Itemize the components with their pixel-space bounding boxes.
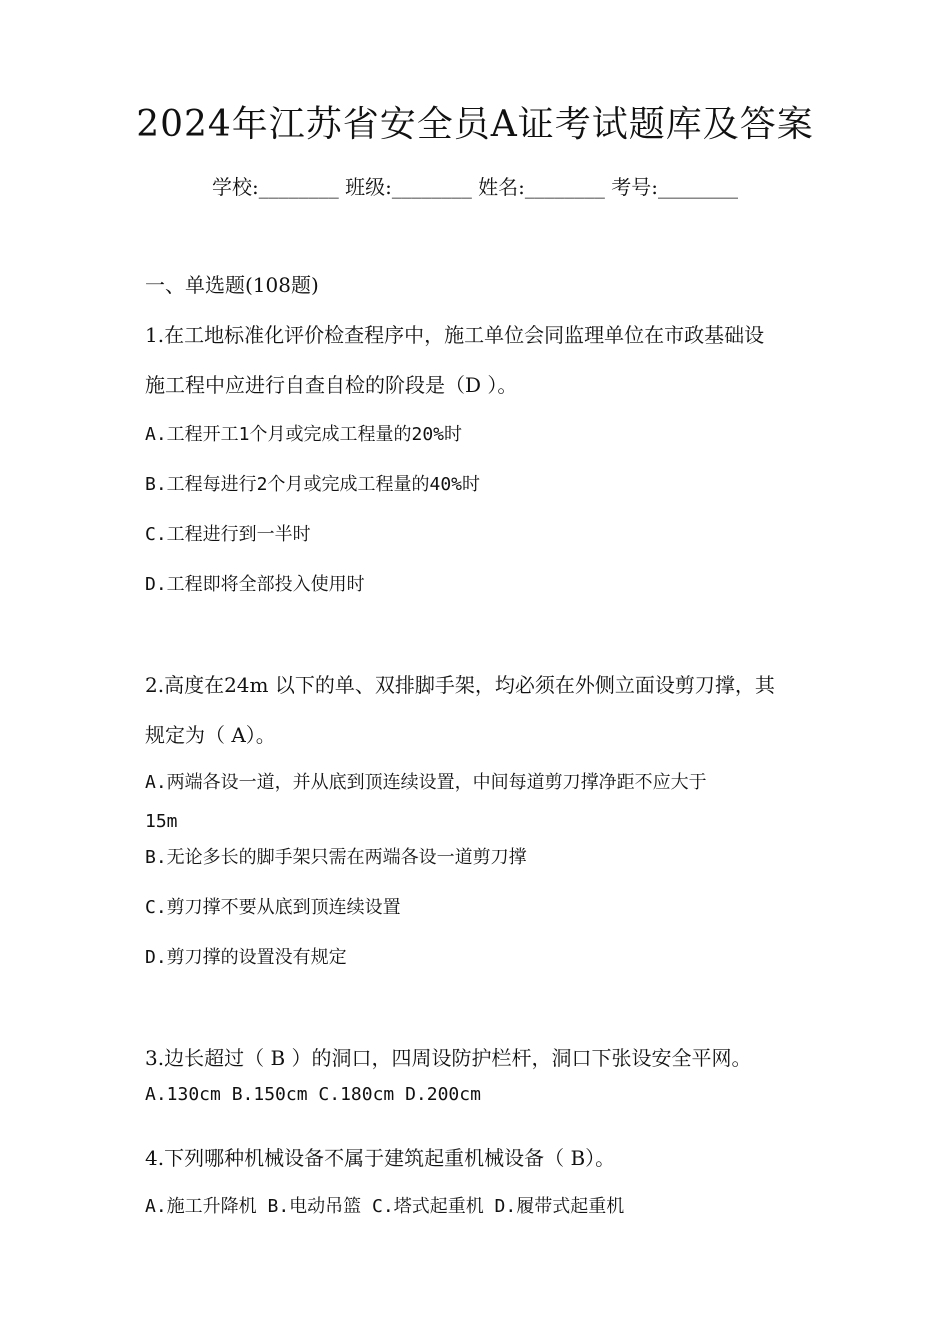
- question-2-option-a-continued: 15m: [145, 811, 178, 832]
- question-1-option-d: D.工程即将全部投入使用时: [145, 574, 365, 595]
- student-info-line: 学校:________ 班级:________ 姓名:________ 考号:________: [211, 175, 739, 199]
- question-1-stem-line-1: 1.在工地标准化评价检查程序中，施工单位会同监理单位在市政基础设: [145, 323, 765, 347]
- question-3-stem: 3.边长超过（ B ）的洞口，四周设防护栏杆，洞口下张设安全平网。: [145, 1046, 752, 1070]
- question-1-stem-line-2: 施工程中应进行自查自检的阶段是（D ）。: [145, 373, 518, 397]
- question-2-stem-line-2: 规定为（ A）。: [145, 723, 276, 747]
- question-4-options: A.施工升降机 B.电动吊篮 C.塔式起重机 D.履带式起重机: [145, 1196, 625, 1217]
- question-1-option-b: B.工程每进行2个月或完成工程量的40%时: [145, 474, 481, 495]
- question-1-option-c: C.工程进行到一半时: [145, 524, 311, 545]
- question-2-option-d: D.剪刀撑的设置没有规定: [145, 947, 347, 968]
- document-title: 2024年江苏省安全员A证考试题库及答案: [136, 104, 814, 145]
- question-1-option-a: A.工程开工1个月或完成工程量的20%时: [145, 424, 463, 445]
- question-4-stem: 4.下列哪种机械设备不属于建筑起重机械设备（ B）。: [145, 1146, 616, 1170]
- question-2-option-c: C.剪刀撑不要从底到顶连续设置: [145, 897, 401, 918]
- section-heading: 一、单选题(108题): [145, 273, 319, 297]
- question-2-option-b: B.无论多长的脚手架只需在两端各设一道剪刀撑: [145, 847, 527, 868]
- question-2-stem-line-1: 2.高度在24m 以下的单、双排脚手架，均必须在外侧立面设剪刀撑，其: [145, 673, 775, 697]
- question-2-option-a: A.两端各设一道，并从底到顶连续设置，中间每道剪刀撑净距不应大于: [145, 772, 707, 793]
- question-3-options: A.130cm B.150cm C.180cm D.200cm: [145, 1084, 481, 1105]
